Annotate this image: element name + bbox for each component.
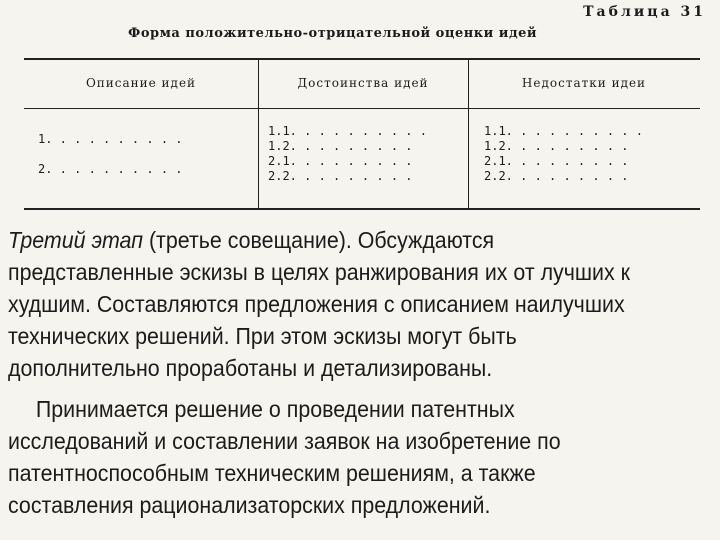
table-cell: 2.2. . . . . . . . . bbox=[484, 169, 629, 183]
table-cell: 2.1. . . . . . . . . bbox=[484, 154, 629, 168]
table-cell: 2.1. . . . . . . . . bbox=[268, 154, 413, 168]
advantages-column bbox=[268, 124, 427, 184]
table-cell: 2.2. . . . . . . . . bbox=[268, 169, 413, 183]
column-header-advantages: Достоинства идей bbox=[297, 76, 429, 90]
paragraph-text: (третье совещание). Обсуждаются представленные эскизы в целях ранжирования их от лучших к худшим. Составляются предложения с описанием наилучших технических решений. При этом эскизы могут быть дополнительно проработаны и детализированы. bbox=[8, 227, 631, 381]
table-cell: 1.1. . . . . . . . . . bbox=[484, 124, 643, 138]
evaluation-table bbox=[24, 58, 700, 210]
description-column bbox=[38, 124, 183, 184]
column-header-description: Описание идей bbox=[85, 76, 197, 90]
table-caption: Форма положительно-отрицательной оценки идей bbox=[128, 26, 538, 41]
drawbacks-column bbox=[484, 124, 643, 184]
table-cell: 1. . . . . . . . . . bbox=[38, 132, 183, 146]
table-cell: 1.2. . . . . . . . . bbox=[268, 139, 413, 153]
stage-title: Третий этап bbox=[8, 227, 143, 253]
column-header-drawbacks: Недостатки идеи bbox=[521, 76, 647, 90]
paragraph-third-stage bbox=[8, 224, 659, 384]
table-cell: 2. . . . . . . . . . bbox=[38, 162, 183, 176]
paragraph-decision: Принимается решение о проведении патентных исследований и составлении заявок на изобретение по патентноспособным техническим решениям, а также составления рационализаторских предложений. bbox=[8, 396, 561, 518]
table-cell: 1.1. . . . . . . . . . bbox=[268, 124, 427, 138]
table-number: Таблица 31 bbox=[583, 4, 706, 20]
table-cell: 1.2. . . . . . . . . bbox=[484, 139, 629, 153]
